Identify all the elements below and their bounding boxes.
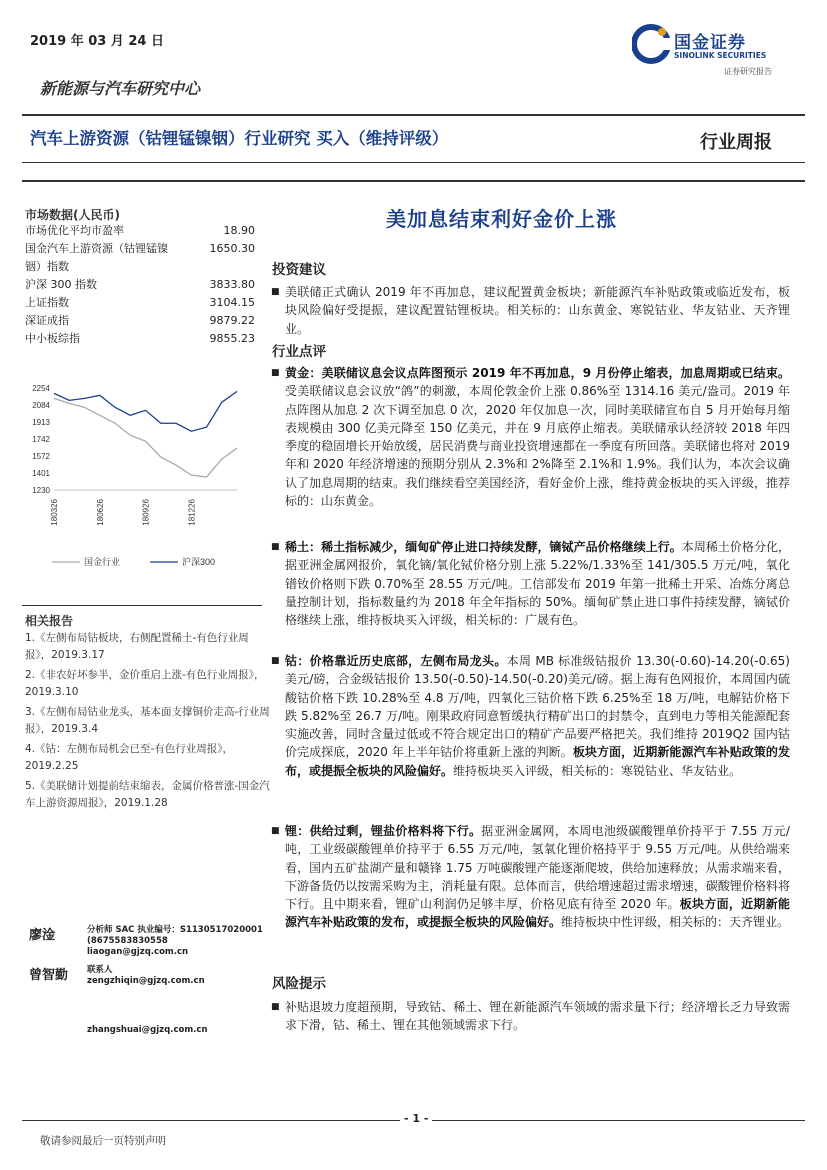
gold-heading: 黄金：美联储议息会议点阵图预示 2019 年不再加息，9 月份停止缩表，加息周期或已结束。 [285,366,790,380]
analyst-info [87,965,205,987]
market-row [25,222,255,240]
market-label: 市场优化平均市盈率 [25,224,124,237]
gold-paragraph [271,364,790,510]
analyst-name: 曾智勤 [29,968,69,983]
analyst-license: 分析师 SAC 执业编号：S1130517020001 [87,925,263,935]
related-report-item[interactable]: 1.《左侧布局钴板块，右侧配置稀土-有色行业周报》，2019.3.17 [25,632,249,661]
market-label: 深证成指 [25,314,69,327]
analyst-email[interactable]: liaogan@gjzq.com.cn [87,947,189,957]
sinolink-logo-icon [632,24,670,64]
cobalt-sector-text: 维持板块买入评级，相关标的：寒锐钴业、华友钴业。 [453,763,742,778]
footer-disclaimer: 敬请参阅最后一页特别声明 [40,1135,166,1147]
title-divider-thick [22,180,805,182]
bullet-icon: ■ [271,826,280,836]
market-label: 国金汽车上游资源（钴锂锰镍铟）指数 [25,242,168,273]
cobalt-heading: 钴：价格靠近历史底部，左侧布局龙头。 [285,654,507,668]
gold-text: 受美联储议息会议放“鸽”的刺激，本周伦敦金价上涨 0.86%至 1314.16 美元/盎司。2019 年点阵图从加息 2 次下调至加息 0 次，2020 年仅加息一次，同时美联储宣布自 5 月开始每月缩表规模由 300 亿美元降至 150 亿美元，并在 9 月底停止缩表。美联储承认经济较 2018 年四季度的稳固增长开始放缓，居民消费与商业投资增速都在一季度有所回落。美联储也将对 2019 年和 2020 年经济增速的预期分别从 2.3%和 2%降至 2.1%和 1.9%。我们认为，本次会议确认了加息周期的结束。我们继续看空美国经济，看好金价上涨，维持黄金板块的买入评级，推荐标的：山东黄金。 [285,384,790,509]
y-tick-label: 1572 [32,451,50,461]
analyst-email[interactable]: zhangshuai@gjzq.com.cn [87,1025,208,1035]
main-title: 美加息结束利好金价上涨 [386,207,617,231]
bullet-icon: ■ [271,1002,280,1012]
related-report-item[interactable]: 5.《美联储计划提前结束缩表，金属价格普涨-国金汽车上游资源周报》，2019.1.28 [25,780,270,809]
section-risk: 风险提示 [272,976,326,992]
bullet-icon: ■ [271,368,280,378]
risk-paragraph [271,998,790,1035]
rare-earth-text: 本周稀土价格分化，据亚洲金属网报价，氧化镝/氧化铽价格分别上涨 5.22%/1.33%至 141/305.5 万元/吨，氧化镨钕价格则下跌 0.70%至 28.55 万元/吨。工信部发布 2019 年第一批稀土开采、冶炼分离总量控制计划，指标数量约为 2018 年全年指标的 50%。缅甸矿禁止进口事件持续发酵，镝铽价格继续上涨，维持板块买入评级，相关标的：广晟有色。 [285,540,790,628]
paragraph-text: 美联储正式确认 2019 年不再加息，建议配置黄金板块；新能源汽车补贴政策或临近发布，板块风险偏好受提振，建议配置钴锂板块。相关标的：山东黄金、寒锐钴业、华友钴业、天齐锂业。 [285,285,790,336]
logo-name-cn: 国金证券 [674,33,746,53]
analyst-block [25,922,275,962]
cobalt-sector-heading: 板块方面，近期新能源汽车补贴政策的发布，或提振全板块的风险偏好。 [285,745,790,778]
y-tick-label: 1230 [32,486,50,495]
market-value: 9855.23 [209,332,255,345]
market-value: 9879.22 [209,314,255,327]
x-tick-label: 180626 [95,499,105,526]
report-date: 2019 年 03 月 24 日 [30,34,164,49]
logo-name-en: SINOLINK SECURITIES [674,51,767,60]
index-chart-svg [22,380,250,585]
market-row [25,330,255,348]
market-row [25,294,255,312]
market-label: 中小板综指 [25,332,80,345]
analyst-info [87,925,263,958]
series-line-csi300 [54,391,237,431]
x-tick-label: 181226 [187,499,197,526]
related-report-item[interactable]: 4.《钴：左侧布局机会已至-有色行业周报》，2019.2.25 [25,743,234,772]
cobalt-paragraph [271,652,790,780]
department-name: 新能源与汽车研究中心 [40,79,201,98]
y-tick-label: 1913 [32,417,50,427]
x-tick-label: 180926 [141,499,151,526]
analyst-role: 联系人 [87,965,113,975]
section-investment-advice: 投资建议 [272,262,326,278]
rare-earth-heading: 稀土：稀土指标减少，缅甸矿停止进口持续发酵，镝铽产品价格继续上行。 [285,540,682,554]
y-tick-label: 2254 [32,384,50,393]
market-row [25,276,255,294]
y-tick-label: 2084 [32,400,50,410]
section-industry-review: 行业点评 [272,344,326,360]
market-value: 3833.80 [209,278,255,291]
related-divider [22,605,262,606]
related-reports-list [25,630,270,815]
market-value: 3104.15 [209,296,255,309]
report-category: 证券研究报告 [724,67,772,76]
analyst-block [25,1025,275,1039]
x-tick-label: 180326 [50,499,59,526]
rare-earth-paragraph [271,538,790,629]
lithium-heading: 锂：供给过剩，锂盐价格料将下行。 [285,824,482,838]
report-title: 汽车上游资源（钴锂锰镍铟）行业研究 买入（维持评级） [30,129,449,148]
bullet-icon: ■ [271,656,280,666]
bullet-icon: ■ [271,542,280,552]
analyst-phone: (8675583830558 [87,936,168,946]
investment-advice-paragraph [271,283,790,338]
market-data-title: 市场数据(人民币) [25,208,120,222]
lithium-paragraph [271,822,790,932]
header-divider [22,114,805,116]
y-tick-label: 1401 [32,468,50,478]
bullet-icon: ■ [271,287,280,297]
page-number: - 1 - [400,1112,432,1125]
lithium-sector-text: 维持板块中性评级，相关标的：天齐锂业。 [561,915,790,930]
market-value: 18.90 [223,224,255,237]
cobalt-text: 本周 MB 标准级钴报价 13.30(-0.60)-14.20(-0.65)美元/磅，合金级钴报价 13.50(-0.50)-14.50(-0.20)美元/磅。据上海有色网报价，本周国内硫酸钴价格下跌 10.28%至 4.8 万/吨，四氧化三钴价格下跌 6.25%至 18 万/吨，电解钴价格下跌 5.82%至 26.7 万/吨。刚果政府同意暂缓执行精矿出口的封禁令，直到电力等相关能源配套实施改善，同时含量过低或不符合规定出口的精矿产品要严格把关。我们维持 2019Q2 国内钴价完成探底，2020 年上半年钴价将重新上涨的判断。 [285,654,790,760]
index-chart [22,380,250,585]
risk-text: 补贴退坡力度超预期，导致钴、稀土、锂在新能源汽车领域的需求量下行；经济增长乏力导致需求下滑，钴、稀土、锂在其他领域需求下行。 [285,1000,790,1033]
market-label: 上证指数 [25,296,69,309]
analyst-block [25,962,275,994]
lithium-sector-heading: 板块方面，近期新能源汽车补贴政策的发布，或提振全板块的风险偏好。 [285,897,790,930]
y-tick-label: 1742 [32,435,50,444]
report-type: 行业周报 [700,132,772,153]
legend-label: 国金行业 [84,557,121,567]
analyst-email[interactable]: zengzhiqin@gjzq.com.cn [87,976,205,986]
market-label: 沪深 300 指数 [25,278,97,291]
related-report-item[interactable]: 2.《非农好坏参半，金价重启上涨-有色行业周报》，2019.3.10 [25,669,265,698]
analyst-name: 廖淦 [29,928,56,943]
market-row [25,312,255,330]
legend-label: 沪深300 [182,557,216,567]
related-report-item[interactable]: 3.《左侧布局钴业龙头，基本面支撑铜价走高-行业周报》，2019.3.4 [25,706,270,735]
related-reports-title: 相关报告 [25,614,74,628]
market-row [25,240,255,276]
market-value: 1650.30 [209,242,255,255]
market-data-table [25,222,255,348]
lithium-text: 据亚洲金属网，本周电池级碳酸锂单价持平于 7.55 万元/吨，工业级碳酸锂单价持平于 6.55 万元/吨，氢氧化锂价格持平于 9.55 万元/吨。从供给端来看，国内五矿盐湖产量和赣锋 1.75 万吨碳酸锂产能逐渐爬坡，供给加速释放；从需求端来看，下游备货仍以按需采购为主，消耗量有限。总体而言，供给增速超过需求增速，碳酸锂价格料将下行。且中期来看，锂矿山利润仍足够丰厚，价格见底有待至 2020 年。 [285,824,790,912]
title-divider [22,162,805,163]
